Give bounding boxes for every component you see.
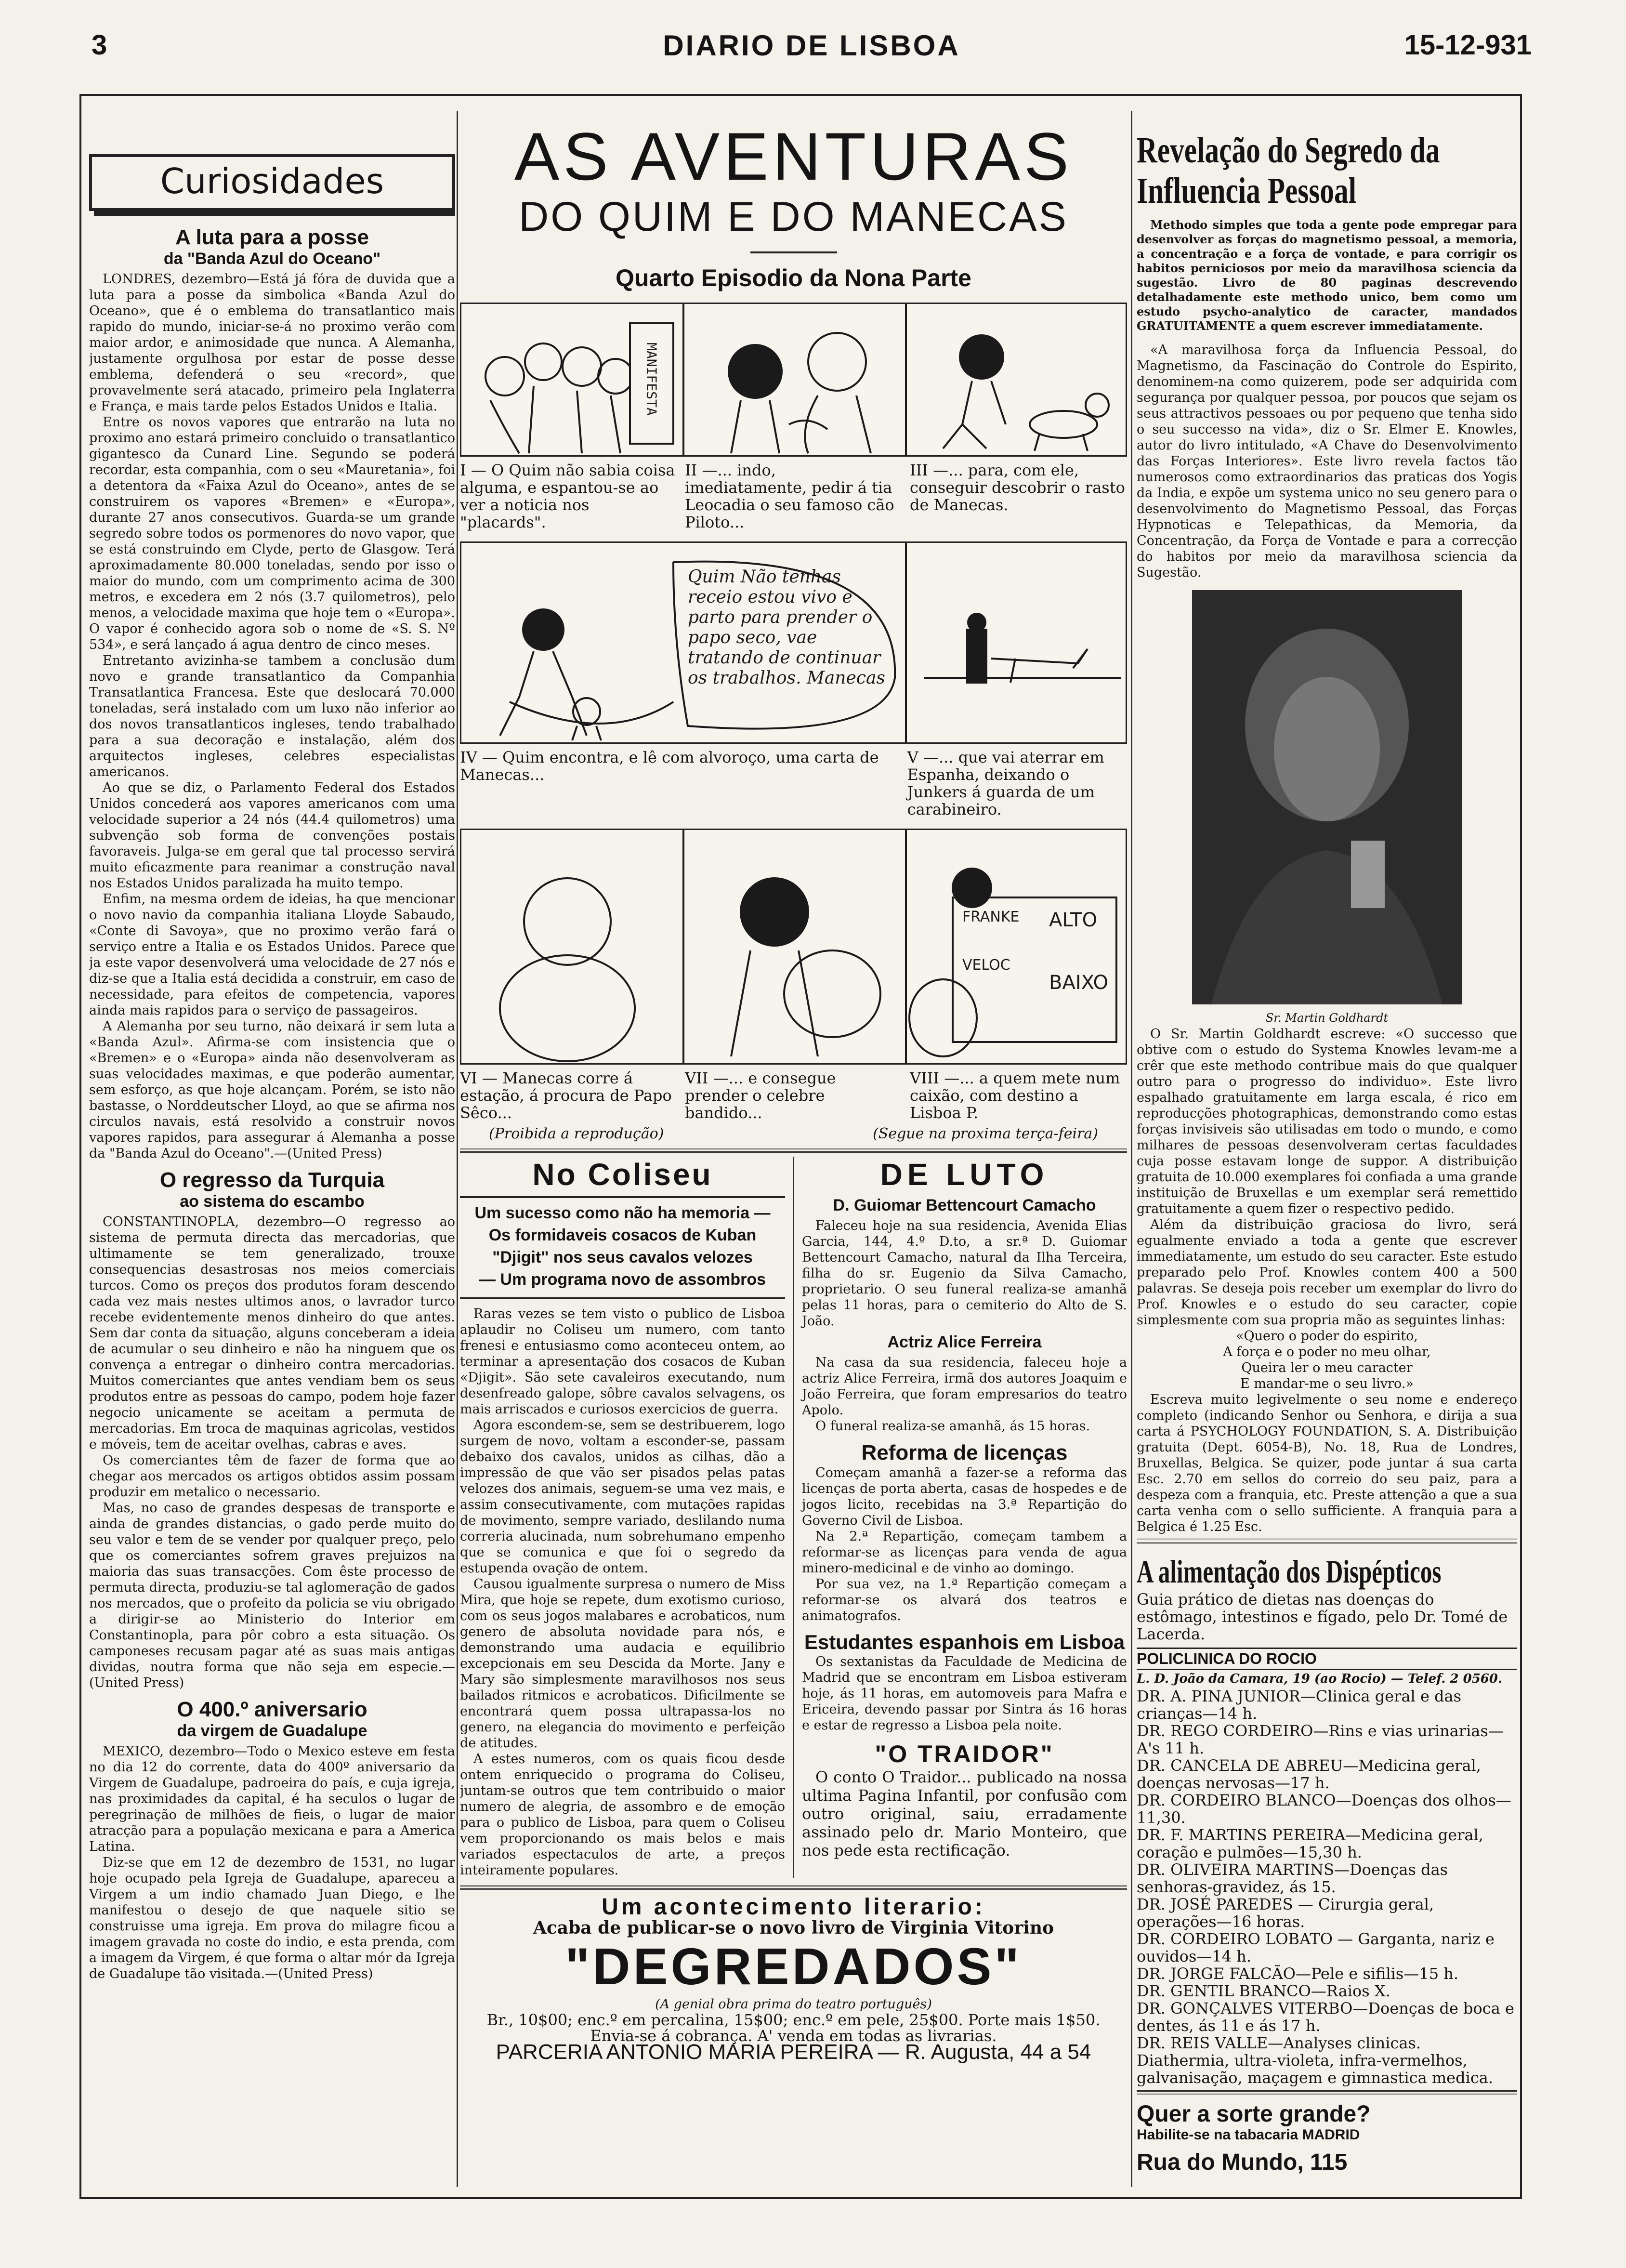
paragraph: Entretanto avizinha-se tambem a conclusão dum novo e grande transatlantico da Companhia Transatlantica Francesa. Este que deslocará 70.000 toneladas, será instalado com um luxo não inferior ao dos novos transatlanticos ingleses, tendo trabalhado para a sua decoração e instalação, além dos arquitectos ingleses, celebres especialistas americanos. (89, 653, 455, 779)
curiosidades-box: Curiosidades (89, 154, 455, 211)
headline-reforma: Reforma de licenças (861, 1441, 1068, 1464)
divider (1137, 1539, 1517, 1543)
ad-sub: Acaba de publicar-se o novo livro de Virginia Vitorino (533, 1918, 1054, 1938)
doctor-entry: DR. F. MARTINS PEREIRA—Medicina geral, coração e pulmões—15,30 h. (1137, 1826, 1483, 1861)
coliseu-article (460, 1157, 785, 1878)
ad-book-title: "DEGREDADOS" (565, 1937, 1022, 1995)
masthead (92, 29, 1532, 77)
headline-luto: DE LUTO (880, 1157, 1049, 1192)
obituary-name: Actriz Alice Ferreira (887, 1333, 1042, 1351)
headline-alimentacao: A alimentação dos Dispépticos (1137, 1553, 1442, 1590)
paragraph: MEXICO, dezembro—Todo o Mexico esteve em festa no dia 12 do corrente, data do 400º aniversario da Virgem de Guadalupe, padroeira do país, e cuja igreja, nas proximidades da capital, é ha seculos o lugar de peregrinação de milhões de fieis, o lugar de maior atracção para a população mexicana e para a America Latina. (89, 1744, 455, 1854)
paragraph: Enfim, na mesma ordem de ideias, ha que mencionar o novo navio da companhia italiana Lloyde Sabaudo, «Conte di Savoya», que no proximo verão fará o serviço entre a Italia e os Estados Unidos. Parece que ja este vapor desenvolverá uma velocidade de 27 nós e diz-se que a Italia está decidida a construir, em caso de necessidade, para efeitos de competencia, vapores ainda mais rapidos para o serviço de passageiros. (89, 892, 455, 1018)
obituary-name: D. Guiomar Bettencourt Camacho (833, 1196, 1096, 1214)
paragraph: Raras vezes se tem visto o publico de Lisboa aplaudir no Coliseu um numero, com tanto frenesi e entusiasmo como aconteceu ontem, ao terminar a apresentação dos cosacos de Kuban «Djigit». São sete cavaleiros executando, num desenfreado galope, sôbre cavalos selvagens, os mais arriscados e curiosos exercicios de guerra. (460, 1306, 786, 1417)
headline-turquia: O regresso da Turquia (159, 1168, 385, 1192)
coliseu-lead: Os formidaveis cosacos de Kuban (488, 1226, 757, 1244)
doctor-entry: DR. GENTIL BRANCO—Raios X. (1137, 1982, 1390, 2000)
comic-panels-3 (461, 830, 1127, 1065)
paragraph: CONSTANTINOPLA, dezembro—O regresso ao sistema de permuta directa das mercadorias, que ultimamente se tem generalizado, trouxe consequencias desastrosas nos meios comerciais turcos. Como os preços dos produtos foram descendo cada vez mais nestes ultimos anos, o lavrador turco recebe evidentemente menos dinheiro do que antes. Sem dar conta da situação, alguns conceberam a ideia de acumular o seu dinheiro e não ha ninguem que os convença a entregar o dinheiro contra mercadorias. Muitos comerciantes que antes vendiam bem os seus produtos entre as pessoas do campo, podem hoje fazer negocio unicamente se aceitam a permuta de mercadorias. Em troca de maquinas agricolas, vestidos e móveis, tem de aceitar ovelhas, cabras e aves. (89, 1214, 455, 1452)
doctor-entry: DR. JOSÉ PAREDES — Cirurgia geral, operações—16 horas. (1137, 1895, 1434, 1931)
doctor-entry: DR. CANCELA DE ABREU—Medicina geral, doenças nervosas—17 h. (1137, 1756, 1481, 1792)
ad-publisher: PARCERIA ANTONIO MARIA PEREIRA — R. Augusta, 44 a 54 (496, 2040, 1091, 2064)
column-curiosidades (89, 111, 455, 2182)
luto-article (802, 1157, 1127, 1878)
paragraph: O funeral realiza-se amanhã, ás 15 horas. (815, 1419, 1090, 1434)
divider (460, 1885, 1127, 1890)
comic-panels-2 (461, 543, 1127, 744)
paragraph: A estes numeros, com os quais ficou desde ontem enriquecido o programa do Coliseu, juntam-se outros que tem contribuido o maior numero de alegria, de assombro e de emoção para o publico de Lisboa, para quem o Coliseu vem proporcionando os mais belos e mais variados espectaculos de arte, a preços inteiramente populares. (460, 1752, 786, 1878)
column-rule-2 (1131, 111, 1132, 2187)
portrait-caption: Sr. Martin Goldhardt (1265, 1011, 1389, 1025)
paragraph: LONDRES, dezembro—Está já fóra de duvida que a luta para a posse da simbolica «Banda Azul do Oceano», que é o emblema do transatlantico mais rapido do mundo, iniciar-se-á no proximo verão com maior ardor, e animosidade que nunca. A Alemanha, justamente orgulhosa por estar de posse desse emblema, defenderá o seu «record», que provavelmente será atacado, primeiro pela Inglaterra e França, e mais tarde pelos Estados Unidos e Italia. (89, 272, 455, 414)
ad-send: Envia-se á cobrança. A' venda em todas as livrarias. (590, 2027, 997, 2045)
crate-label-franke: FRANKE (962, 909, 1020, 925)
crate-label-veloc: VELOC (962, 957, 1010, 974)
caption-4: IV — Quim encontra, e lê com alvoroço, uma carta de Manecas... (460, 748, 879, 784)
doctor-entry: DR. REIS VALLE—Analyses clinicas. Diathermia, ultra-violeta, infra-vermelhos, galvanisação, maçagem e gimnastica medica. (1137, 2034, 1493, 2087)
poem-line: E mandar-me o seu livro.» (1240, 1376, 1414, 1391)
ad-degredados (460, 1894, 1127, 2064)
divider (750, 251, 837, 253)
alimentacao-text: Guia prático de dietas nas doenças do estômago, intestinos e fígado, pelo Dr. Tomé de Lacerda. (1137, 1590, 1508, 1643)
paragraph: O conto O Traidor... publicado na nossa ultima Pagina Infantil, por confusão com outro original, saiu, erradamente assinado pelo dr. Mario Monteiro, que nos pede esta rectificação. (802, 1768, 1127, 1859)
doctor-entry: DR. CORDEIRO BLANCO—Doenças dos olhos—11,30. (1137, 1791, 1511, 1827)
paragraph: Causou igualmente surpresa o numero de Miss Mira, que hoje se repete, dum exotismo curioso, com os seus jogos malabares e acrobaticos, num genero de absoluta novidade para nós, e demonstrando uma audacia e equilibrio excepcionais em seu Descida da Morte. Jany e Mary são simplesmente maravilhosos nos seus bailados ritmicos e acrobaticos. Dificilmente se encontrará quem possa ultrapassa-los no genero, na elegancia do movimento e perfeição de atitudes. (460, 1577, 786, 1751)
column-comic-and-news (460, 111, 1127, 2182)
poem-line: A força e o poder no meu olhar, (1223, 1345, 1431, 1359)
doctor-list (1137, 1688, 1517, 2086)
coliseu-lead: — Um programa novo de assombros (479, 1270, 766, 1289)
intro: Methodo simples que toda a gente pode empregar para desenvolver as forças do magnetismo pessoal, a memoria, a concentração e a força de vontade, e para corrigir os habitos perniciosos por meio da maravilhosa sciencia da sugestão. Livro de 80 paginas descrevendo detalhadamente este methodo unico, bem como um estudo psycho-analytico de caracter, mandados GRATUITAMENTE a quem escrever immediatamente. (1137, 218, 1517, 333)
caption-2: II —... indo, imediatamente, pedir á tia Leocadia o seu famoso cão Piloto... (685, 461, 894, 531)
policlinica-title: POLICLINICA DO ROCIO (1137, 1648, 1517, 1670)
doctor-entry: DR. GONÇALVES VITERBO—Doenças de boca e dentes, ás 11 e ás 17 h. (1137, 1999, 1514, 2035)
crate-label-alto: ALTO (1049, 909, 1098, 931)
caption-7: VII —... e consegue prender o celebre bandido... (685, 1069, 836, 1122)
coliseu-lead: "Djigit" nos seus cavalos velozes (492, 1248, 753, 1266)
comic-strip-3 (460, 829, 1127, 1065)
newspaper-title: DIARIO DE LISBOA (663, 29, 960, 62)
divider (1137, 2090, 1517, 2095)
paragraph: Os comerciantes têm de fazer de forma que ao chegar aos mercados os artigos obtidos assim possam produzir em metalico o necessario. (89, 1453, 455, 1500)
comic-episode: Quarto Episodio da Nona Parte (616, 264, 971, 291)
paragraph: Diz-se que em 12 de dezembro de 1531, no lugar hoje ocupado pela Igreja de Guadalupe, apareceu a Virgem a um indio chamado Juan Diego, e lhe manifestou o desejo de que naquele sitio se construisse uma igreja. Em prova do milagre ficou a imagem gravada no coste do indio, e esta prenda, com a imagem da Virgem, é que forma o altar mór da Igreja de Guadalupe tão visitada.—(United Press) (89, 1855, 455, 1981)
paragraph: O Sr. Martin Goldhardt escreve: «O successo que obtive com o estudo do Systema Knowles levam-me a crêr que este methodo contribue mais do que qualquer outro para o progresso do individuo». Este livro espalhado gratuitamente em larga escala, é rico em reproducções photographicas, demonstrando como estas forças invisiveis são utilisadas em todo o mundo, e como milhares de pessoas desenvolveram certas faculdades cuja posse estavam longe de suppor. A distribuição gratuita de 10.000 exemplares foi confiada a uma grande instituição de Bruxellas e um exemplar será remettido gratuitamente a quem fizer o respectivo pedido. (1137, 1027, 1517, 1216)
caption-3: III —... para, com ele, conseguir descobrir o rasto de Manecas. (910, 461, 1125, 514)
headline-coliseu: No Coliseu (532, 1157, 713, 1192)
caption-6: VI — Manecas corre á estação, á procura de Papo Sêco... (460, 1069, 672, 1122)
doctor-entry: DR. OLIVEIRA MARTINS—Doenças das senhoras-gravidez, ás 15. (1137, 1860, 1448, 1896)
portrait-photo (1192, 590, 1462, 1004)
paragraph: Mas, no caso de grandes despesas de transporte e ainda de grandes distancias, o gado perde muito do seu valor e tem de se vender por qualquer preço, pelo que os comerciantes sofrem graves prejuizos na maioria das suas transacções. Com êste processo de permuta directa, produziu-se tal aglomeração de gados nos mercados, que o profeito da policia se viu obrigado a dirigir-se ao Ministerio do Interior em Constantinopla, para pôr cobro a esta situação. Os camponeses recusam pagar até as suas mais antigas dividas, noutra forma que não seja em especie.—(United Press) (89, 1501, 455, 1690)
paragraph: Por sua vez, na 1.ª Repartição começam a reformar-se os alvará dos teatros e animatografos. (802, 1577, 1127, 1623)
ad-tagline: (A genial obra prima do teatro português) (655, 1997, 932, 2012)
comic-panels-1 (461, 304, 1127, 457)
paragraph: Entre os novos vapores que entrarão na luta no proximo ano estará primeiro concluido o transatlantico gigantesco da Cunard Line. Segundo se poderá recordar, esta companhia, com o seu «Mauretania», foi a detentora da «Faixa Azul do Oceano», antes de se construirem os vapores «Bremen» e «Europa», durante 27 anos consecutivos. Guarda-se um grande segredo sobre todos os pormenores do novo vapor, que se está construindo em Clyde, perto de Glasgow. Terá aproximadamente 80.000 toneladas, sendo por isso o maior do mundo, com um comprimento acima de 300 metros, e excedera em 2 nós (3.7 quilometros), pelo menos, a velocidade maxima que hoje tem o «Europa». O vapor é conhecido agora sob o nome de «S. S. Nº 534», e será lançado á agua dentro de cinco meses. (89, 415, 455, 652)
paragraph: Os sextanistas da Faculdade de Medicina de Madrid que se encontram em Lisboa estiveram hoje, ás 11 horas, em automoveis para Mafra e Ericeira, devendo passar por Sintra ás 16 horas e estar de regresso a Lisboa pela noite. (802, 1654, 1127, 1733)
ad-rua: Rua do Mundo, 115 (1137, 2149, 1348, 2175)
paragraph: Agora escondem-se, sem se destribuerem, logo surgem de novo, voltam a esconder-se, passam debaixo dos cavalos, unidos as cilhas, dão a impressão de que vão ser pisados pelas patas velozes dos animais, seguem-se uma vez mais, e assim consecutivamente, com mutações rapidas de movimento, sempre variado, deslilando numa correria alucinada, num sobrehumano empenho que se comunica e que foi o segredo da estupenda ovação de ontem. (460, 1418, 786, 1576)
poem-line: «Quero o poder do espirito, (1236, 1329, 1418, 1344)
ad-prices: Br., 10$00; enc.º em percalina, 15$00; enc.º em pele, 25$00. Porte mais 1$50. (486, 2011, 1101, 2029)
column-rule-1 (457, 111, 458, 2187)
comic-next: (Segue na proxima terça-feira) (873, 1125, 1098, 1142)
comic-title: AS AVENTURAS (514, 119, 1073, 194)
subhead-turquia: ao sistema do escambo (180, 1192, 365, 1211)
comic-letter: Quim Não tenhas receio estou vivo e parto para prender o papo seco, vae tratando de continuar os trabalhos. Manecas (688, 567, 885, 688)
coliseu-lead: Um sucesso como não ha memoria — (474, 1204, 771, 1222)
paragraph: A Alemanha por seu turno, não deixará ir sem luta a «Banda Azul». Afirma-se com insistencia que o «Bremen» e o «Europa» ainda não desenvolveram as suas velocidades maximas, e que poderão aumentar, sem esforço, as que hoje alcançam. Porém, se isto não bastasse, o Norddeutscher Lloyd, ao que se afirma nos circulos navais, está resolvido a construir novos vapores rapidos, para assegurar á Alemanha a posse da "Banda Azul do Oceano".—(United Press) (89, 1019, 455, 1161)
headline-guadalupe: O 400.º aniversario (177, 1698, 367, 1721)
page-number: 3 (92, 29, 107, 61)
issue-date: 15-12-931 (1404, 29, 1532, 61)
paragraph: Ao que se diz, o Parlamento Federal dos Estados Unidos concederá aos vapores americanos com uma velocidade superior a 24 nós (44.4 quilometros) uma subvenção sob forma de convenções postais favoraveis. Julga-se em geral que tal processo servirá muito eficazmente para reanimar a construção naval nos Estados Unidos paralizada ha muito tempo. (89, 780, 455, 891)
paragraph: Na 2.ª Repartição, começam tambem a reformar-se as licenças para venda de agua minero-medicinal e de vinho ao domingo. (802, 1529, 1127, 1576)
comic-copyright: (Proibida a reprodução) (489, 1125, 664, 1142)
paragraph: Na casa da sua residencia, faleceu hoje a actriz Alice Ferreira, irmã dos autores Joaquim e João Ferreira, que foram empresarios do teatro Apolo. (802, 1355, 1127, 1418)
paragraph: Além da distribuição graciosa do livro, será egualmente enviado a toda a gente que escrever immediatamente, um estudo do seu caracter. Este estudo preparado pelo Prof. Knowles contem 400 a 500 palavras. Se deseja pois receber um exemplar do livro do Prof. Knowles e o estudo do seu caracter, copie simplesmente com sua propria mão as seguintes linhas: (1137, 1217, 1517, 1328)
doctor-entry: DR. JORGE FALCÃO—Pele e sifilis—15 h. (1137, 1965, 1458, 1983)
caption-5: V —... que vai aterrar em Espanha, deixando o Junkers á guarda de um carabineiro. (907, 748, 1104, 818)
headline-traidor: "O TRAIDOR" (875, 1741, 1054, 1767)
manifesta-sign: MANIFESTA (643, 343, 660, 416)
comic-strip-2 (460, 541, 1127, 744)
doctor-entry: DR. REGO CORDEIRO—Rins e vias urinarias—A's 11 h. (1137, 1722, 1504, 1757)
comic-strip-1 (460, 303, 1127, 457)
paragraph: «A maravilhosa força da Influencia Pessoal, do Magnetismo, da Fascinação do Controle do Espirito, denominem-na como quizerem, pode ser adquirida com segurança por qualquer pessoa, por poucos que sejam os seus attractivos pessoaes ou por pequeno que tenha sido o seu successo na vida», diz o Sr. Elmer E. Knowles, autor do livro intitulado, «A Chave do Desenvolvimento das Forças Interiores». Este livro revela factos tão numerosos como extraordinarios das praticas dos Yogis da India, e expõe um systema unico no seu genero para o desenvolvimento do Magnetismo Pessoal, das Forças Hypnoticas e Telepathicas, da Memoria, da Concentração, da Força de Vontade e para a correcção do habitos por meio da maravilhosa sciencia da Sugestão. (1137, 343, 1517, 580)
ad-tabacaria: Habilite-se na tabacaria MADRID (1137, 2127, 1360, 2143)
subhead-guadalupe: da virgem de Guadalupe (177, 1722, 367, 1740)
ad-head: Um acontecimento literario: (602, 1894, 985, 1920)
headline-estudantes: Estudantes espanhois em Lisboa (804, 1631, 1125, 1653)
column-influencia (1137, 111, 1517, 2182)
divider (460, 1148, 1127, 1153)
paragraph: Escreva muito legivelmente o seu nome e endereço completo (indicando Senhor ou Senhora, e dirija a sua carta á PSYCHOLOGY FOUNDATION, S. A. Distribuição gratuita (Dept. 6054-B), No. 18, Rua de Londres, Bruxellas, Belgica. Se quizer, pode juntar á sua carta Esc. 2.70 em sellos do correio do seu paiz, para a despeza com a franquia, etc. Preste attenção a que a sua carta venha com o sello sufficiente. A franquia para a Belgica é 1.25 Esc. (1137, 1392, 1517, 1534)
policlinica-address: L. D. João da Camara, 19 (ao Rocio) — Telef. 2 0560. (1137, 1672, 1503, 1686)
poem-line: Queira ler o meu caracter (1241, 1360, 1413, 1375)
caption-8: VIII —... a quem mete num caixão, com destino a Lisboa P. (910, 1069, 1120, 1122)
paragraph: Faleceu hoje na sua residencia, Avenida Elias Garcia, 144, 4.º D.to, a sr.ª D. Guiomar Bettencourt Camacho, natural da Ilha Terceira, filha do sr. Eugenio da Silva Camacho, proprietario. O seu funeral realiza-se amanhã pelas 11 horas, para o cemiterio do Alto de S. João. (802, 1218, 1127, 1329)
headline-revelacao: Revelação do Segredo da Influencia Pessoal (1137, 130, 1440, 211)
comic-subtitle: DO QUIM E DO MANECAS (519, 194, 1068, 240)
paragraph: Começam amanhã a fazer-se a reforma das licenças de porta aberta, casas de hospedes e de jogos licito, recebidas na 3.ª Repartição do Governo Civil de Lisboa. (802, 1465, 1127, 1528)
subhead-banda-azul: da "Banda Azul do Oceano" (163, 250, 381, 268)
doctor-entry: DR. A. PINA JUNIOR—Clinica geral e das crianças—14 h. (1137, 1687, 1462, 1723)
headline-banda-azul: A luta para a posse (175, 225, 369, 249)
caption-1: I — O Quim não sabia coisa alguma, e espantou-se ao ver a noticia nos "placards". (460, 461, 675, 531)
doctor-entry: DR. CORDEIRO LOBATO — Garganta, nariz e ouvidos—14 h. (1137, 1930, 1495, 1965)
ad-quer-sorte: Quer a sorte grande? (1137, 2101, 1371, 2127)
crate-label-baixo: BAIXO (1049, 972, 1108, 994)
